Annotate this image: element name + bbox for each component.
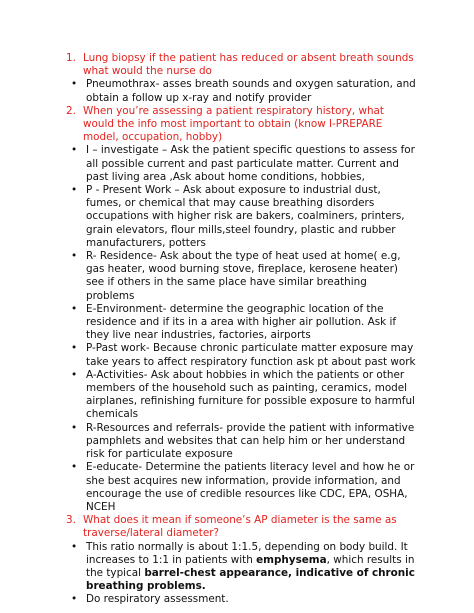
- bullet-icon: •: [71, 302, 78, 315]
- bullet-icon: •: [71, 250, 78, 263]
- list-item-text: E-educate- Determine the patients literacy level and how he or she best acquires new information, provide information, and encourage the use of credible resources like CDC, EPA, OSHA, NCEH: [86, 461, 415, 513]
- question-text: When you’re assessing a patient respiratory history, what would the info most important to obtain (know I-PREPARE model, occupation, hobby): [83, 104, 385, 144]
- list-item-text: R- Residence- Ask about the type of heat used at home( e.g, gas heater, wood burning stove, fireplace, kerosene heater) see if others in the same place have similar breathing problems: [86, 250, 401, 302]
- list-item: [66, 144, 418, 184]
- list-item-text: P-Past work- Because chronic particulate matter exposure may take years to affect respiratory function ask pt about past work: [86, 342, 416, 368]
- list-item: [66, 303, 418, 343]
- list-item-text-part: This ratio normally is about 1:1.5, depending on body build. It increases to 1:1 in patients with: [86, 540, 408, 566]
- list-item-text: E-Environment- determine the geographic location of the residence and if its in a area with higher air pollution. Ask if they live near industries, factories, airports: [86, 302, 397, 342]
- list-item: [66, 342, 418, 368]
- document-body: [66, 52, 418, 607]
- question-number: 2.: [66, 104, 76, 117]
- list-item: [66, 369, 418, 422]
- list-item-text: P - Present Work – Ask about exposure to industrial dust, fumes, or chemical that may cause breathing disorders occupations with higher risk are bakers, coalminers, printers, grain elevators, flour mills,steel foundry, plastic and rubber manufacturers, potters: [86, 184, 405, 249]
- list-item: [66, 78, 418, 104]
- question-2: [66, 105, 418, 145]
- list-item-text: A-Activities- Ask about hobbies in which the patients or other members of the household such as painting, ceramics, model airplanes, refinishing furniture for possible exposure to harmful chemicals: [86, 368, 415, 421]
- emphasis-term: emphysema: [256, 553, 327, 566]
- list-item-text: I – investigate – Ask the patient specific questions to assess for all possible current and past particulate matter. Current and past living area ,Ask about home conditions, hobbies,: [86, 144, 415, 183]
- bullet-icon: •: [71, 144, 78, 157]
- answer-list-1: [66, 78, 418, 104]
- bullet-icon: •: [71, 342, 78, 355]
- answer-list-3: [66, 541, 418, 607]
- list-item: [66, 184, 418, 250]
- answer-list-2: [66, 144, 418, 514]
- list-item-text-part: , which results in the typical: [86, 553, 415, 579]
- list-item: [66, 541, 418, 594]
- question-number: 3.: [66, 514, 76, 527]
- bullet-icon: •: [71, 593, 78, 606]
- emphasis-phrase: barrel-chest appearance, indicative of chronic breathing problems.: [86, 566, 415, 593]
- question-text: What does it mean if someone’s AP diameter is the same as traverse/lateral diameter?: [83, 514, 397, 540]
- list-item: [66, 250, 418, 303]
- list-item: [66, 593, 418, 606]
- list-item: [66, 461, 418, 514]
- bullet-icon: •: [71, 421, 78, 434]
- list-item-text: Do respiratory assessment.: [86, 593, 229, 606]
- list-item-text: Pneumothrax- asses breath sounds and oxygen saturation, and obtain a follow up x-ray and notify provider: [86, 78, 416, 104]
- bullet-icon: •: [71, 461, 78, 474]
- list-item: [66, 422, 418, 462]
- question-number: 1.: [66, 52, 76, 64]
- question-3: [66, 514, 418, 540]
- bullet-icon: •: [71, 78, 78, 91]
- list-item-text: R-Resources and referrals- provide the patient with informative pamphlets and websites that can help him or her understand risk for particulate exposure: [86, 421, 415, 461]
- question-1: [66, 52, 418, 78]
- question-text: Lung biopsy if the patient has reduced or absent breath sounds what would the nurse do: [83, 52, 414, 78]
- bullet-icon: •: [71, 368, 78, 381]
- bullet-icon: •: [71, 184, 78, 197]
- bullet-icon: •: [71, 540, 78, 553]
